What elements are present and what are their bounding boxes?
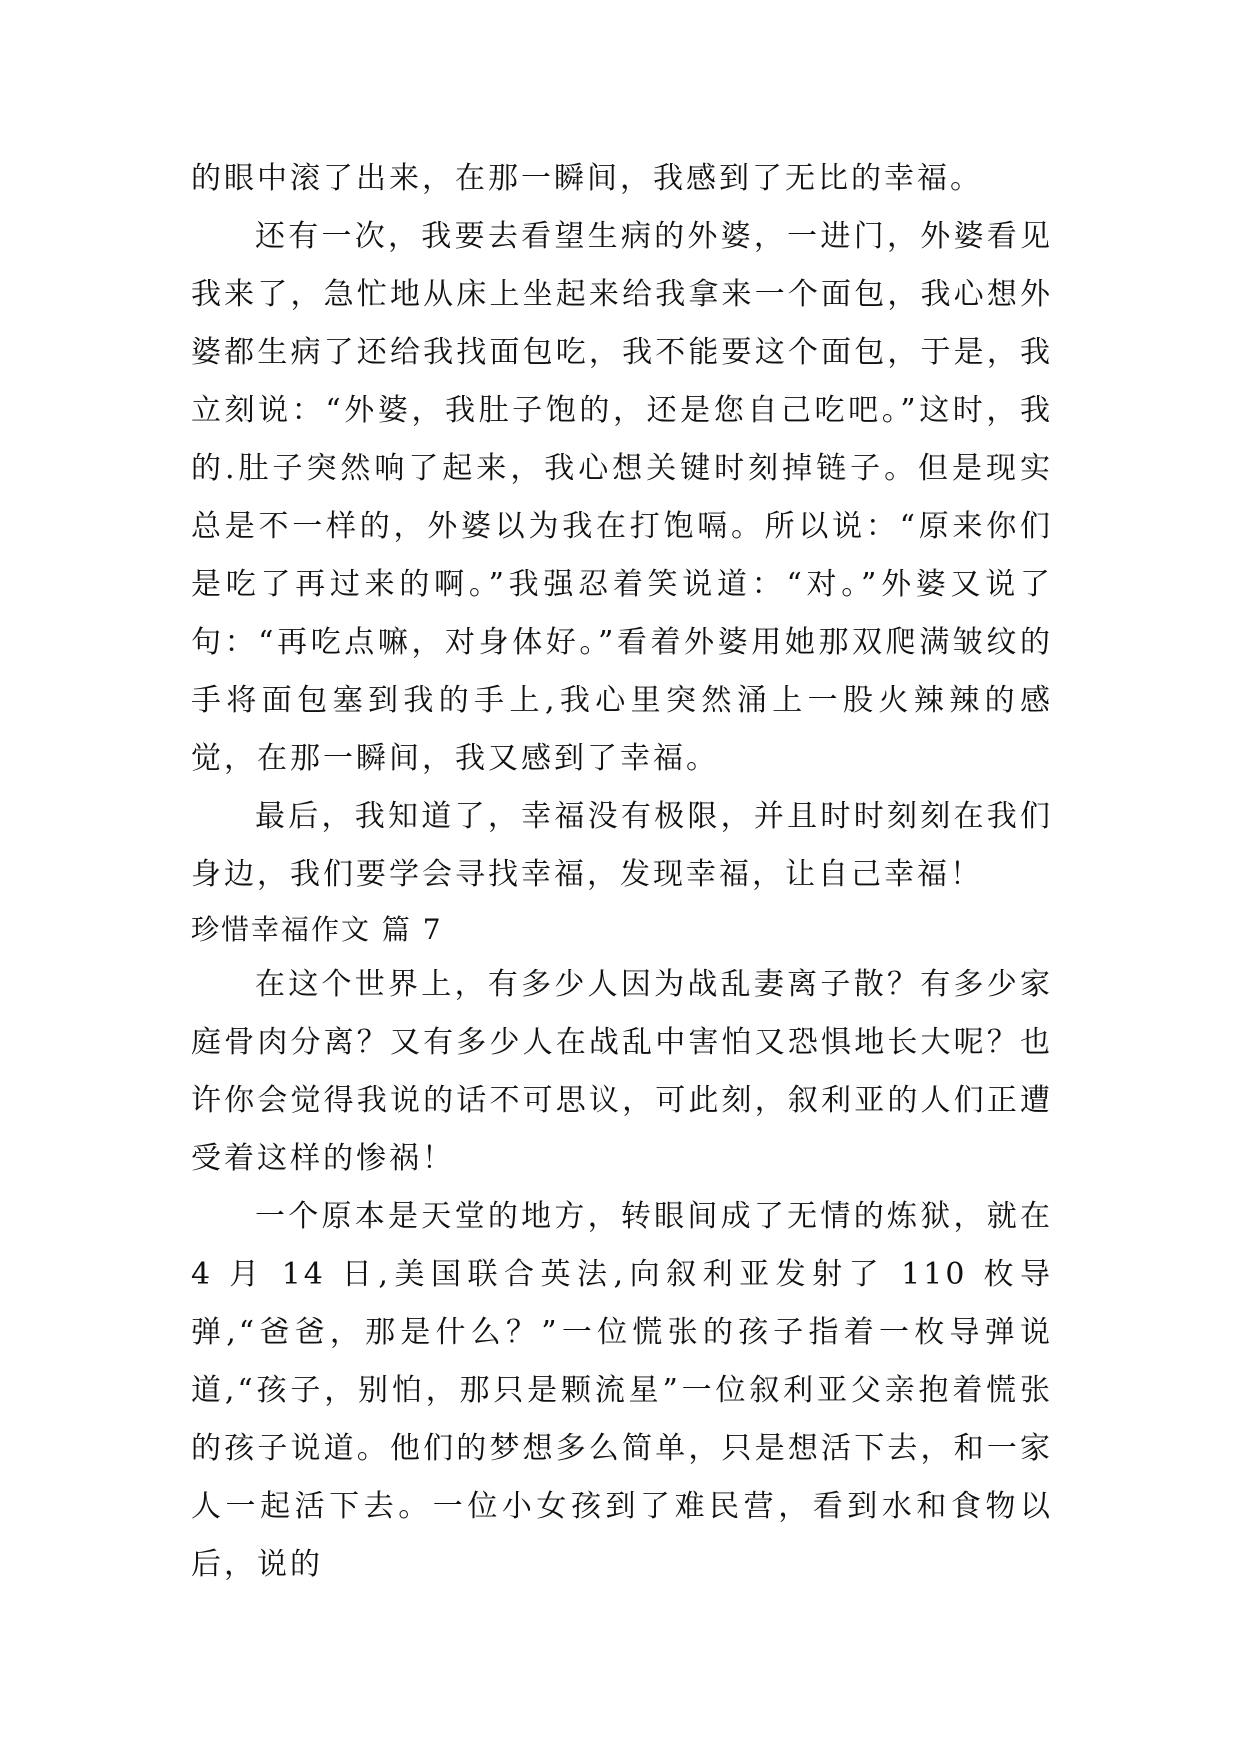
paragraph-5: 一个原本是天堂的地方，转眼间成了无情的炼狱，就在 4 月 14 日,美国联合英法,向叙利亚发射了 110 枚导弹,“爸爸，那是什么？”一位慌张的孩子指着一枚导弹说道,“孩子，别怕，那只是颗流星”一位叙利亚父亲抱着慌张的孩子说道。他们的梦想多么简单，只是想活下去，和一家人一起活下去。一位小女孩到了难民营，看到水和食物以后，说的 [191, 1199, 1053, 1582]
paragraph-4: 在这个世界上，有多少人因为战乱妻离子散？有多少家庭骨肉分离？又有多少人在战乱中害怕又恐惧地长大呢？也许你会觉得我说的话不可思议，可此刻，叙利亚的人们正遭受着这样的惨祸！ [191, 967, 1053, 1176]
paragraph-1: 的眼中滚了出来，在那一瞬间，我感到了无比的幸福。 [191, 161, 983, 196]
paragraph-2: 还有一次，我要去看望生病的外婆，一进门，外婆看见我来了，急忙地从床上坐起来给我拿来一个面包，我心想外婆都生病了还给我找面包吃，我不能要这个面包，于是，我立刻说：“外婆，我肚子饱的，还是您自己吃吧。”这时，我的.肚子突然响了起来，我心想关键时刻掉链子。但是现实总是不一样的，外婆以为我在打饱嗝。所以说：“原来你们是吃了再过来的啊。”我强忍着笑说道：“对。”外婆又说了句：“再吃点嘛，对身体好。”看着外婆用她那双爬满皱纹的手将面包塞到我的手上,我心里突然涌上一股火辣辣的感觉，在那一瞬间，我又感到了幸福。 [191, 219, 1053, 776]
paragraph-3: 最后，我知道了，幸福没有极限，并且时时刻刻在我们身边，我们要学会寻找幸福，发现幸福，让自己幸福！ [191, 799, 1053, 892]
document-page [191, 150, 1053, 1594]
section-heading: 珍惜幸福作文 篇 7 [191, 913, 443, 946]
